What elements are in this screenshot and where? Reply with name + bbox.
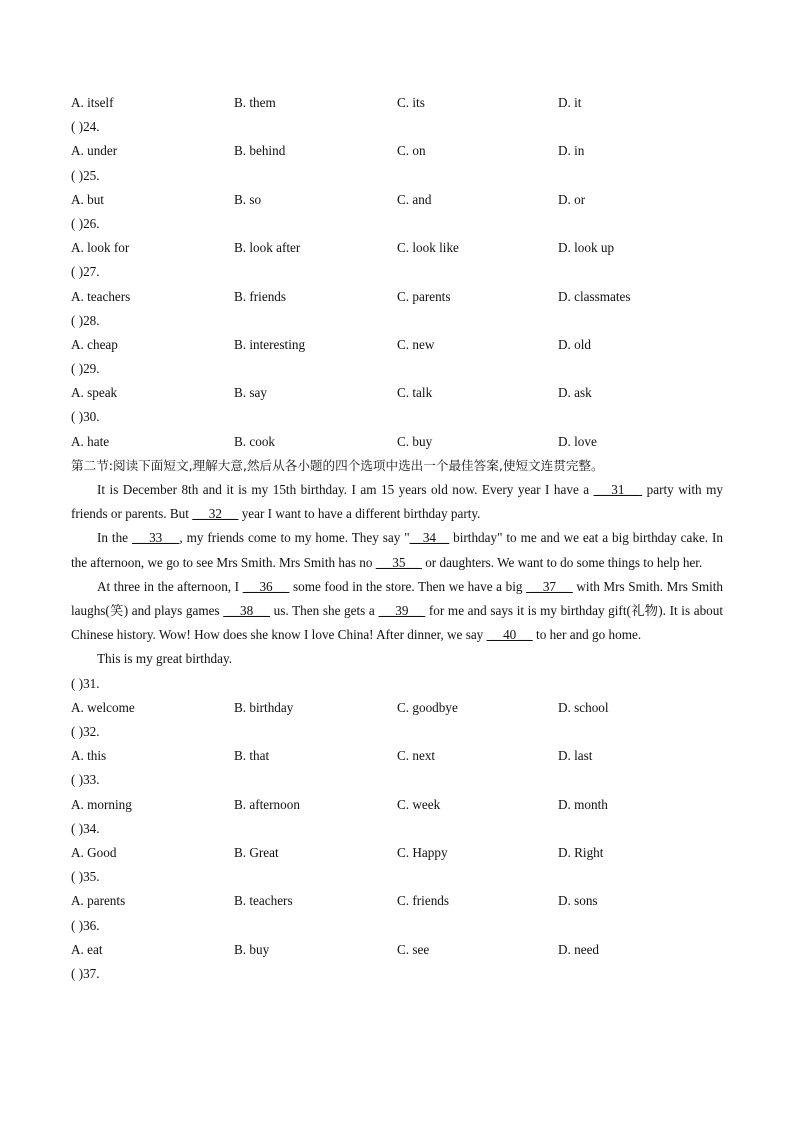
options-row-24 — [71, 139, 723, 163]
option-c: C. and — [397, 191, 432, 207]
passage-text: At three in the afternoon, I — [97, 578, 243, 594]
question-label: ( )28. — [71, 312, 100, 328]
option-d: D. it — [558, 95, 582, 110]
passage-text: year I want to have a different birthday party. — [238, 506, 481, 522]
blank-38: __38__ — [223, 603, 271, 619]
section-heading: 第二节:阅读下面短文,理解大意,然后从各小题的四个选项中选出一个最佳答案,使短文连贯完整。 — [71, 457, 604, 473]
option-b: B. that — [234, 748, 270, 764]
passage-text: with Mrs Smith. Mrs Smith laughs(笑) and plays games — [71, 578, 724, 619]
question-number-31 — [71, 672, 723, 696]
option-d: D. school — [558, 699, 609, 715]
option-d: D. old — [558, 336, 591, 352]
exam-page — [71, 91, 723, 986]
option-d: D. Right — [558, 844, 604, 860]
passage-text: , my friends come to my home. They say " — [179, 530, 410, 546]
option-c: C. see — [397, 941, 430, 957]
option-a: A. under — [71, 143, 118, 159]
passage-text: for me and says it is my birthday gift(礼物). It is about Chinese history. Wow! How does she know I love China! After dinner, we say — [71, 603, 724, 643]
blank-32: __32__ — [192, 506, 239, 522]
question-number-32 — [71, 720, 723, 744]
option-a: A. look for — [71, 240, 130, 256]
option-b: B. buy — [234, 941, 270, 957]
passage-text: It is December 8th and it is my 15th birthday. I am 15 years old now. Every year I have a — [97, 482, 594, 497]
question-number-25 — [71, 164, 723, 188]
option-a: A. welcome — [71, 699, 135, 715]
option-c: C. parents — [397, 288, 451, 304]
options-row-26 — [71, 236, 723, 260]
question-label: ( )33. — [71, 772, 100, 788]
passage-text: birthday" to me and we eat a big birthday cake. In the afternoon, we go to see Mrs Smith. Mrs Smith has no — [71, 530, 724, 570]
question-label: ( )37. — [71, 965, 100, 981]
question-label: ( )32. — [71, 724, 100, 739]
question-number-33 — [71, 768, 723, 792]
question-number-24 — [71, 115, 723, 139]
option-a: A. itself — [71, 95, 114, 110]
passage-text: In the — [97, 530, 132, 546]
option-b: B. so — [234, 191, 262, 207]
option-b: B. look after — [234, 240, 301, 256]
option-c: C. goodbye — [397, 699, 458, 715]
options-row-30 — [71, 430, 723, 454]
options-row-36 — [71, 938, 723, 962]
option-b: B. say — [234, 385, 267, 401]
option-a: A. eat — [71, 941, 103, 957]
option-d: D. last — [558, 748, 593, 764]
passage-text: party with my friends or parents. But — [71, 482, 723, 522]
passage-text: to her and go home. — [532, 627, 642, 643]
options-row-29 — [71, 381, 723, 405]
option-c: C. Happy — [397, 844, 448, 860]
question-label: ( )24. — [71, 119, 100, 135]
option-a: A. parents — [71, 893, 126, 909]
passage-text: or daughters. We want to do some things to help her. — [421, 554, 703, 570]
options-row-31 — [71, 696, 723, 720]
question-number-29 — [71, 357, 723, 381]
option-b: B. behind — [234, 143, 286, 159]
option-b: B. interesting — [234, 336, 306, 352]
option-c: C. new — [397, 336, 435, 352]
option-b: B. afternoon — [234, 796, 300, 812]
blank-33: __33__ — [131, 530, 180, 546]
option-c: C. week — [397, 796, 441, 812]
option-b: B. birthday — [234, 699, 294, 715]
blank-35: __35__ — [375, 554, 422, 570]
option-a: A. teachers — [71, 288, 131, 304]
question-label: ( )30. — [71, 409, 100, 425]
question-number-26 — [71, 212, 723, 236]
option-d: D. classmates — [558, 288, 631, 304]
question-label: ( )25. — [71, 167, 100, 183]
question-label: ( )34. — [71, 820, 100, 836]
option-b: B. friends — [234, 288, 287, 304]
blank-31: __31__ — [593, 482, 643, 497]
question-number-28 — [71, 309, 723, 333]
option-c: C. look like — [397, 240, 459, 256]
question-number-34 — [71, 817, 723, 841]
question-number-35 — [71, 865, 723, 889]
option-a: A. morning — [71, 796, 132, 812]
option-b: B. them — [234, 95, 276, 110]
blank-40: __40__ — [486, 627, 533, 643]
passage-paragraph-1 — [71, 478, 723, 526]
option-c: C. friends — [397, 893, 450, 909]
option-d: D. sons — [558, 893, 598, 909]
passage-paragraph-4: This is my great birthday. — [97, 651, 233, 667]
question-label: ( )26. — [71, 215, 100, 231]
option-b: B. teachers — [234, 893, 293, 909]
option-d: D. or — [558, 191, 586, 207]
option-d: D. need — [558, 941, 600, 957]
options-row-28 — [71, 333, 723, 357]
option-a: A. hate — [71, 433, 110, 449]
option-d: D. month — [558, 796, 608, 812]
options-row-34 — [71, 841, 723, 865]
question-label: ( )29. — [71, 361, 100, 377]
option-a: A. cheap — [71, 336, 118, 352]
question-label: ( )27. — [71, 264, 100, 280]
option-d: D. in — [558, 143, 585, 159]
option-c: C. buy — [397, 433, 433, 449]
options-row-32 — [71, 744, 723, 768]
question-number-37 — [71, 962, 723, 986]
option-b: B. Great — [234, 844, 279, 860]
option-c: C. on — [397, 143, 426, 159]
question-label: ( )35. — [71, 869, 100, 885]
option-a: A. but — [71, 191, 104, 207]
options-row-23 — [71, 91, 723, 115]
blank-34: __34__ — [409, 530, 450, 546]
option-a: A. speak — [71, 385, 118, 401]
options-row-33 — [71, 793, 723, 817]
question-number-30 — [71, 405, 723, 429]
passage-paragraph-2 — [71, 526, 723, 574]
question-label: ( )31. — [71, 675, 100, 691]
passage-text: some food in the store. Then we have a big — [289, 578, 527, 594]
question-number-27 — [71, 260, 723, 284]
option-b: B. cook — [234, 433, 276, 449]
question-number-36 — [71, 914, 723, 938]
option-d: D. look up — [558, 240, 615, 256]
option-d: D. love — [558, 433, 597, 449]
blank-36: __36__ — [242, 578, 290, 594]
option-a: A. Good — [71, 844, 117, 860]
option-d: D. ask — [558, 385, 592, 401]
options-row-27 — [71, 285, 723, 309]
options-row-35 — [71, 889, 723, 913]
passage-paragraph-3 — [71, 575, 723, 648]
question-label: ( )36. — [71, 917, 100, 933]
option-c: C. next — [397, 748, 436, 764]
option-a: A. this — [71, 748, 107, 764]
passage-text: us. Then she gets a — [270, 603, 379, 619]
options-row-25 — [71, 188, 723, 212]
blank-39: __39__ — [378, 603, 426, 619]
option-c: C. its — [397, 95, 425, 110]
blank-37: __37__ — [526, 578, 573, 594]
option-c: C. talk — [397, 385, 433, 401]
